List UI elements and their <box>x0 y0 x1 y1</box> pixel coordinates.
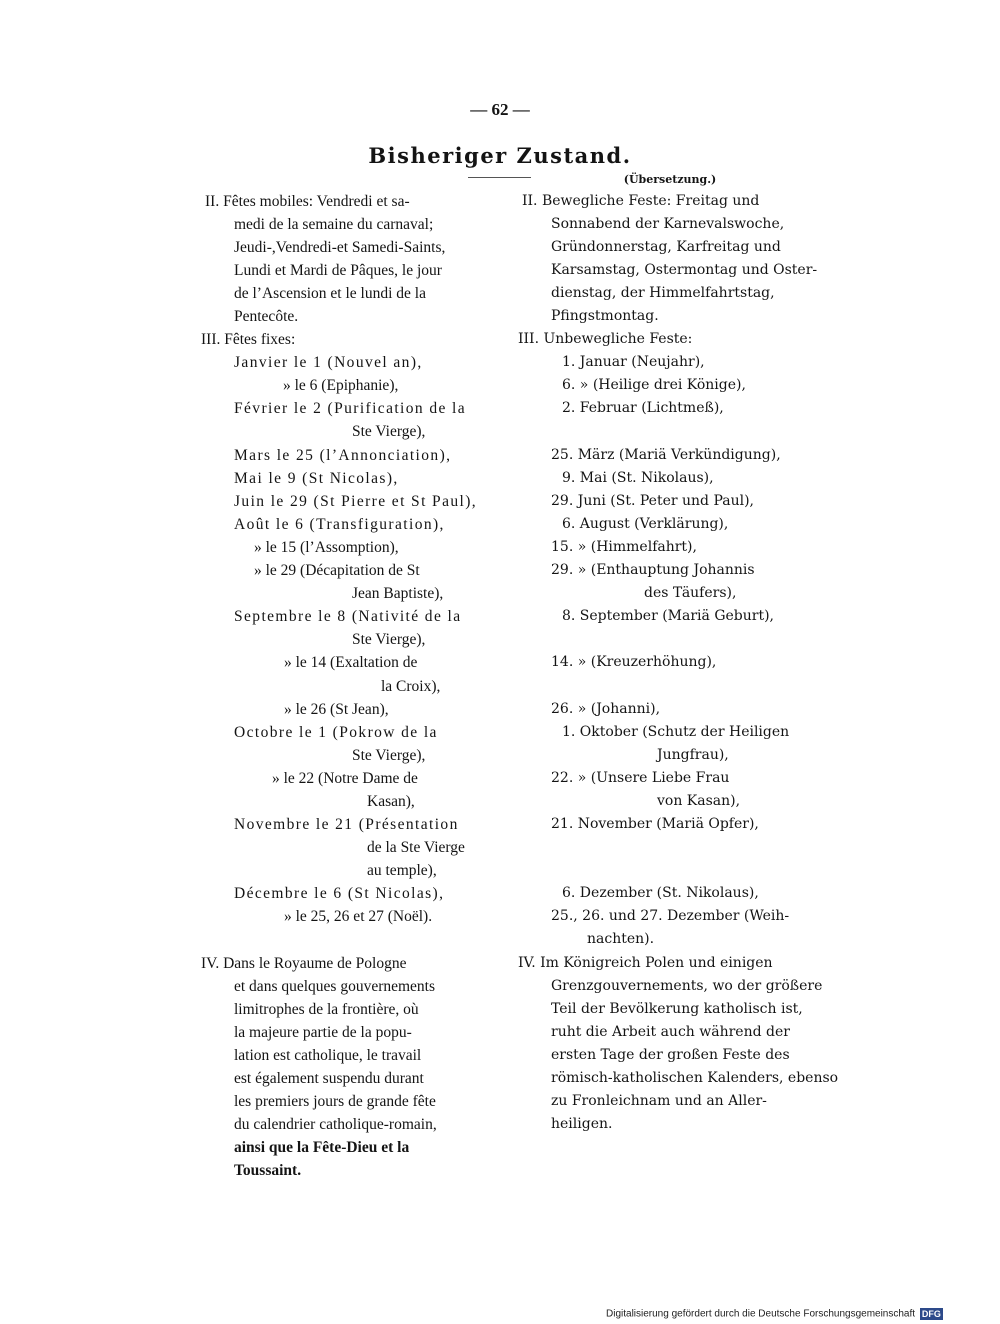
german-line: 29. » (Enthauptung Johannis <box>551 562 755 578</box>
french-line: Toussaint. <box>234 1162 302 1179</box>
french-line: Novembre le 21 (Présentation <box>234 816 459 833</box>
french-line: Mars le 25 (l’Annonciation), <box>234 447 452 464</box>
german-line: 26. » (Johanni), <box>551 701 661 717</box>
french-line: » le 26 (St Jean), <box>284 701 389 718</box>
german-line: zu Fronleichnam und an Aller- <box>551 1093 767 1109</box>
german-line: Jungfrau), <box>657 747 729 763</box>
german-line: 25. März (Mariä Verkündigung), <box>551 447 781 463</box>
german-line: IV. Im Königreich Polen und einigen <box>518 955 773 971</box>
french-line: » le 22 (Notre Dame de <box>272 770 418 787</box>
french-line: Février le 2 (Purification de la <box>234 400 467 417</box>
french-line: et dans quelques gouvernements <box>234 978 436 995</box>
french-line: Septembre le 8 (Nativité de la <box>234 608 462 625</box>
french-line: est également suspendu durant <box>234 1070 424 1087</box>
french-line: Octobre le 1 (Pokrow de la <box>234 724 438 741</box>
french-line: Lundi et Mardi de Pâques, le jour <box>234 262 442 279</box>
german-line: ruht die Arbeit auch während der <box>551 1024 790 1040</box>
french-line: Décembre le 6 (St Nicolas), <box>234 885 445 902</box>
german-line: 14. » (Kreuzerhöhung), <box>551 654 717 670</box>
french-line: lation est catholique, le travail <box>234 1047 422 1064</box>
french-line: Pentecôte. <box>234 308 299 325</box>
french-line: » le 25, 26 et 27 (Noël). <box>284 908 433 925</box>
german-line: 15. » (Himmelfahrt), <box>551 539 697 555</box>
title-rule <box>468 177 531 178</box>
french-line: Ste Vierge), <box>352 631 426 648</box>
french-line: » le 15 (l’Assomption), <box>254 539 399 556</box>
french-line: Jean Baptiste), <box>352 585 444 602</box>
dfg-logo-icon: DFG <box>921 1309 941 1319</box>
french-line: Août le 6 (Transfiguration), <box>234 516 445 533</box>
french-line: les premiers jours de grande fête <box>234 1093 436 1110</box>
french-line: IV. Dans le Royaume de Pologne <box>201 955 407 972</box>
french-line: au temple), <box>367 862 437 879</box>
footer-text: Digitalisierung gefördert durch die Deutsche Forschungsgemeinschaft <box>606 1308 916 1320</box>
french-line: Janvier le 1 (Nouvel an), <box>234 354 423 371</box>
german-line: 29. Juni (St. Peter und Paul), <box>551 493 754 509</box>
french-line: Jeudi-,Vendredi-et Samedi-Saints, <box>234 239 446 256</box>
french-line: la majeure partie de la popu- <box>234 1024 412 1041</box>
french-line: medi de la semaine du carnaval; <box>234 216 434 233</box>
german-line: des Täufers), <box>644 585 737 601</box>
german-line: Pfingstmontag. <box>551 308 659 324</box>
german-line: ersten Tage der großen Feste des <box>551 1047 790 1063</box>
page-number: — 62 — <box>470 100 530 119</box>
german-line: 2. Februar (Lichtmeß), <box>562 400 724 416</box>
french-line: ainsi que la Fête-Dieu et la <box>234 1139 410 1156</box>
french-line: » le 29 (Décapitation de St <box>254 562 420 579</box>
french-line: Ste Vierge), <box>352 423 426 440</box>
french-line: Ste Vierge), <box>352 747 426 764</box>
german-line: Karsamstag, Ostermontag und Oster- <box>551 262 818 278</box>
translation-label: (Übersetzung.) <box>623 173 717 186</box>
page-title: Bisheriger Zustand. <box>368 143 632 168</box>
french-line: II. Fêtes mobiles: Vendredi et sa- <box>205 193 410 210</box>
german-line: dienstag, der Himmelfahrtstag, <box>551 285 775 301</box>
french-line: du calendrier catholique-romain, <box>234 1116 437 1133</box>
french-line: de la Ste Vierge <box>367 839 465 856</box>
french-line: III. Fêtes fixes: <box>201 331 296 348</box>
french-line: Juin le 29 (St Pierre et St Paul), <box>234 493 478 510</box>
german-line: 6. August (Verklärung), <box>562 516 729 532</box>
german-line: 9. Mai (St. Nikolaus), <box>562 470 714 486</box>
german-line: Sonnabend der Karnevalswoche, <box>551 216 785 232</box>
french-line: de l’Ascension et le lundi de la <box>234 285 426 302</box>
german-line: II. Bewegliche Feste: Freitag und <box>522 193 760 209</box>
german-line: 22. » (Unsere Liebe Frau <box>551 770 730 786</box>
german-line: 25., 26. und 27. Dezember (Weih- <box>551 908 790 924</box>
german-line: Teil der Bevölkerung katholisch ist, <box>551 1001 803 1017</box>
german-line: Grenzgouvernements, wo der größere <box>551 978 823 994</box>
french-line: limitrophes de la frontière, où <box>234 1001 419 1018</box>
german-line: 6. » (Heilige drei Könige), <box>562 377 746 393</box>
french-line: Mai le 9 (St Nicolas), <box>234 470 399 487</box>
german-line: 1. Oktober (Schutz der Heiligen <box>562 724 790 740</box>
german-line: 6. Dezember (St. Nikolaus), <box>562 885 759 901</box>
german-line: III. Unbewegliche Feste: <box>518 331 693 347</box>
german-line: heiligen. <box>551 1116 613 1132</box>
german-line: Gründonnerstag, Karfreitag und <box>551 239 781 255</box>
german-line: 8. September (Mariä Geburt), <box>562 608 775 624</box>
french-line: » le 6 (Epiphanie), <box>283 377 399 394</box>
french-line: la Croix), <box>381 678 441 695</box>
funding-footer <box>606 1308 996 1320</box>
french-line: » le 14 (Exaltation de <box>284 654 418 671</box>
german-line: 21. November (Mariä Opfer), <box>551 816 759 832</box>
german-line: 1. Januar (Neujahr), <box>562 354 705 370</box>
german-line: von Kasan), <box>657 793 741 809</box>
german-line: römisch-katholischen Kalenders, ebenso <box>551 1070 839 1086</box>
french-line: Kasan), <box>367 793 415 810</box>
german-line: nachten). <box>587 931 655 947</box>
